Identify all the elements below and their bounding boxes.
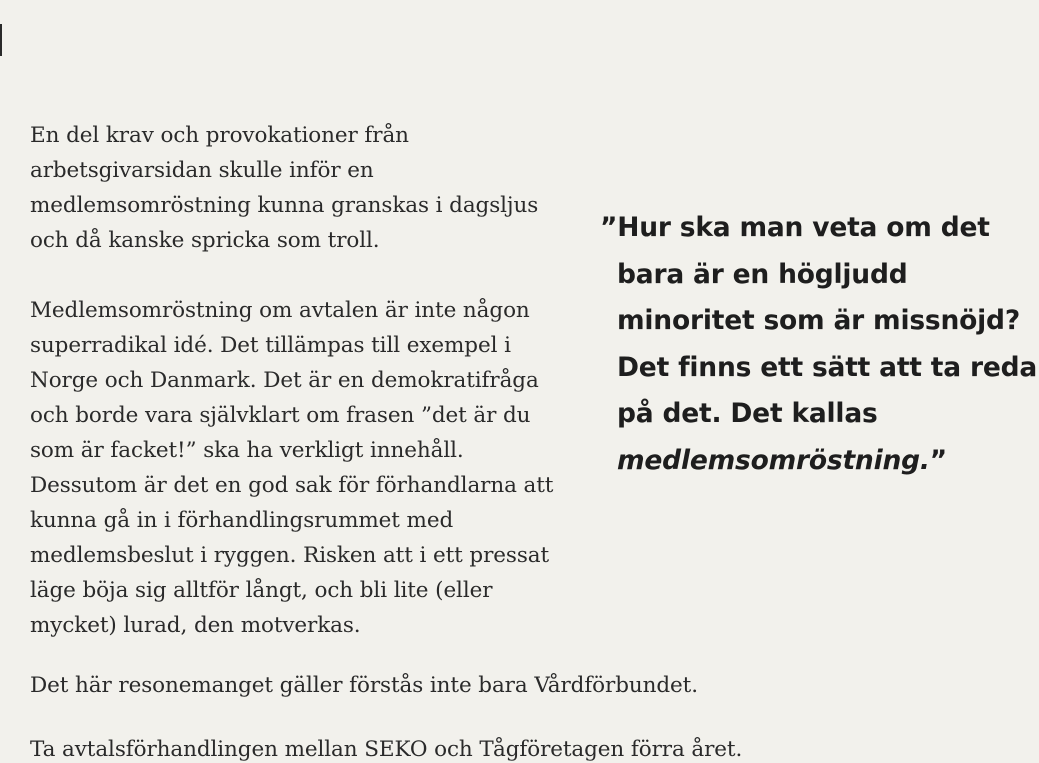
pull-quote-emphasis: medlemsomröstning. — [617, 444, 930, 476]
pull-quote-line-3: minoritet som är missnöjd? — [617, 305, 1020, 336]
pull-quote-closing-mark: ” — [929, 444, 948, 476]
paragraph-2: Medlemsomröstning om avtalen är inte någon superradikal idé. Det tillämpas till exempel i Norge och Danmark. Det är en demokratifråga och borde vara självklart om frasen ”det är du som är facket!” ska ha verkligt innehåll. Dessutom är det en god sak för förhandlarna att kunna gå in i förhandlingsrummet med medlemsbeslut i ryggen. Risken att i ett pressat läge böja sig alltför långt, och bli lite (eller mycket) lurad, den motverkas. — [30, 298, 554, 638]
pull-quote-line-4: Det finns ett sätt att ta reda — [617, 351, 1038, 383]
pull-quote-line-2: bara är en högljudd — [617, 258, 908, 290]
paragraph-1: En del krav och provokationer från arbetsgivarsidan skulle inför en medlemsomröstning kunna granskas i dagsljus och då kanske spricka som troll. — [30, 123, 539, 253]
paragraph-4: Ta avtalsförhandlingen mellan SEKO och Tågföretagen förra året. — [30, 737, 743, 762]
pull-quote-line-6 — [600, 438, 1039, 485]
pull-quote-line-1: ”Hur ska man veta om det — [600, 212, 990, 243]
edge-mark — [0, 24, 2, 56]
pull-quote — [600, 205, 1039, 484]
article-column — [30, 118, 570, 678]
paragraph-3: Det här resonemanget gäller förstås inte bara Vårdförbundet. — [30, 673, 698, 698]
pull-quote-line-5: på det. Det kallas — [617, 398, 878, 429]
